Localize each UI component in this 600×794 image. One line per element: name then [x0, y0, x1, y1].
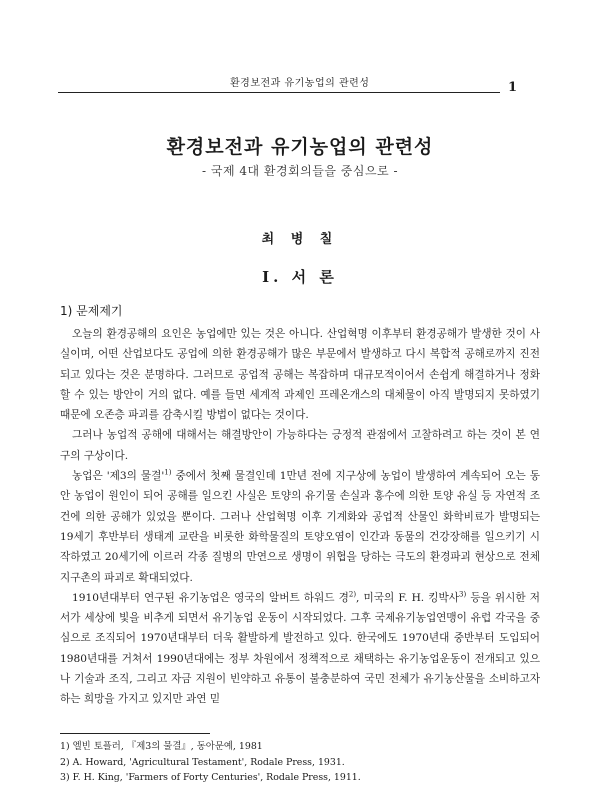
footnote-1: 1) 엘빈 토플러, 『제3의 물결』, 동아문예, 1981	[60, 741, 263, 752]
section-heading: Ⅰ. 서 론	[262, 268, 338, 286]
article-subtitle: - 국제 4대 환경회의들을 중심으로 -	[201, 164, 398, 178]
paragraph-text: 농업은 '제3의 물결'	[72, 470, 165, 483]
paragraph-1	[60, 324, 540, 425]
paragraph-text: 등을 위시한 저서가 세상에 빛을 비추게 되면서 유기농업 운동이 시작되었다. 그후 국제유기농업연맹이 유럽 각국을 중심으로 조직되어 1970년대부터 더욱 활발하게 발전하고 있다. 한국에도 1970년대 중반부터 도입되어 1980년대를 거쳐서 1990년대에는 정부 차원에서 정책적으로 채택하는 유기농업운동이 전개되고 있으나 기술과 조직, 그리고 자금 지원이 빈약하고 유통이 불충분하여 국민 전체가 유기농산물을 소비하고자 하는 희망을 가지고 있지만 과연 믿	[60, 591, 540, 706]
paragraph-4	[60, 588, 540, 710]
author-name: 최 병 칠	[261, 232, 339, 247]
running-head: 환경보전과 유기농업의 관련성	[230, 78, 370, 89]
footnote-ref-3: 3)	[459, 590, 467, 599]
page-number: 1	[508, 80, 518, 95]
paragraph-text: 그러나 농업적 공해에 대해서는 해결방안이 가능하다는 긍정적 관점에서 고찰하려고 하는 것이 본 연구의 구상이다.	[60, 429, 540, 462]
article-title: 환경보전과 유기농업의 관련성	[166, 136, 434, 158]
paragraph-text: , 미국의 F. H. 킹박사	[356, 591, 459, 604]
paragraph-text: 중에서 첫째 물결인데 1만년 전에 지구상에 농업이 발생하여 계속되어 오는 동안 농업이 원인이 되어 공해를 일으킨 사실은 토양의 유기물 손실과 홍수에 의한 토양 유실 등 자연적 조건에 의한 공해가 있었을 뿐이다. 그러나 산업혁명 이후 기계화와 공업적 산물인 화학비료가 발명되는 19세기 후반부터 생태계 교란을 비롯한 화학물질의 토양오염이 인간과 동물의 건강장해를 일으키기 시작하였고 20세기에 이르러 각종 질병의 만연으로 생명이 위협을 당하는 극도의 환경파괴 현상으로 전체 지구촌의 파괴로 확대되었다.	[60, 470, 540, 584]
paragraph-3	[60, 466, 540, 588]
footnote-2: 2) A. Howard, 'Agricultural Testament', Rodale Press, 1931.	[60, 756, 345, 768]
subsection-heading: 1) 문제제기	[60, 304, 123, 318]
footnote-rule	[60, 733, 210, 734]
header-rule	[58, 92, 500, 93]
footnote-ref-2: 2)	[348, 590, 357, 599]
paragraph-text: 오늘의 환경공해의 요인은 농업에만 있는 것은 아니다. 산업혁명 이후부터 환경공해가 발생한 것이 사실이며, 어떤 산업보다도 공업에 의한 환경공해가 많은 부문에서 발생하고 다시 복합적 공해로까지 진전되고 있다는 것은 분명하다. 그러므로 공업적 공해는 복잡하며 대규모적이어서 손쉽게 해결하거나 정화할 수 있는 방안이 거의 없다. 예를 들면 세계적 과제인 프레온개스의 대체물이 아직 발명되지 못하였기 때문에 오존층 파괴를 감축시킬 방법이 없다는 것이다.	[60, 328, 540, 422]
paragraph-2	[60, 425, 540, 466]
footnote-ref-1: 1)	[164, 468, 172, 477]
footnote-3: 3) F. H. King, 'Farmers of Forty Centuries', Rodale Press, 1911.	[60, 772, 361, 783]
body-text	[60, 324, 540, 710]
footnotes	[60, 739, 540, 786]
paragraph-text: 1910년대부터 연구된 유기농업은 영국의 알버트 하워드 경	[72, 591, 349, 604]
